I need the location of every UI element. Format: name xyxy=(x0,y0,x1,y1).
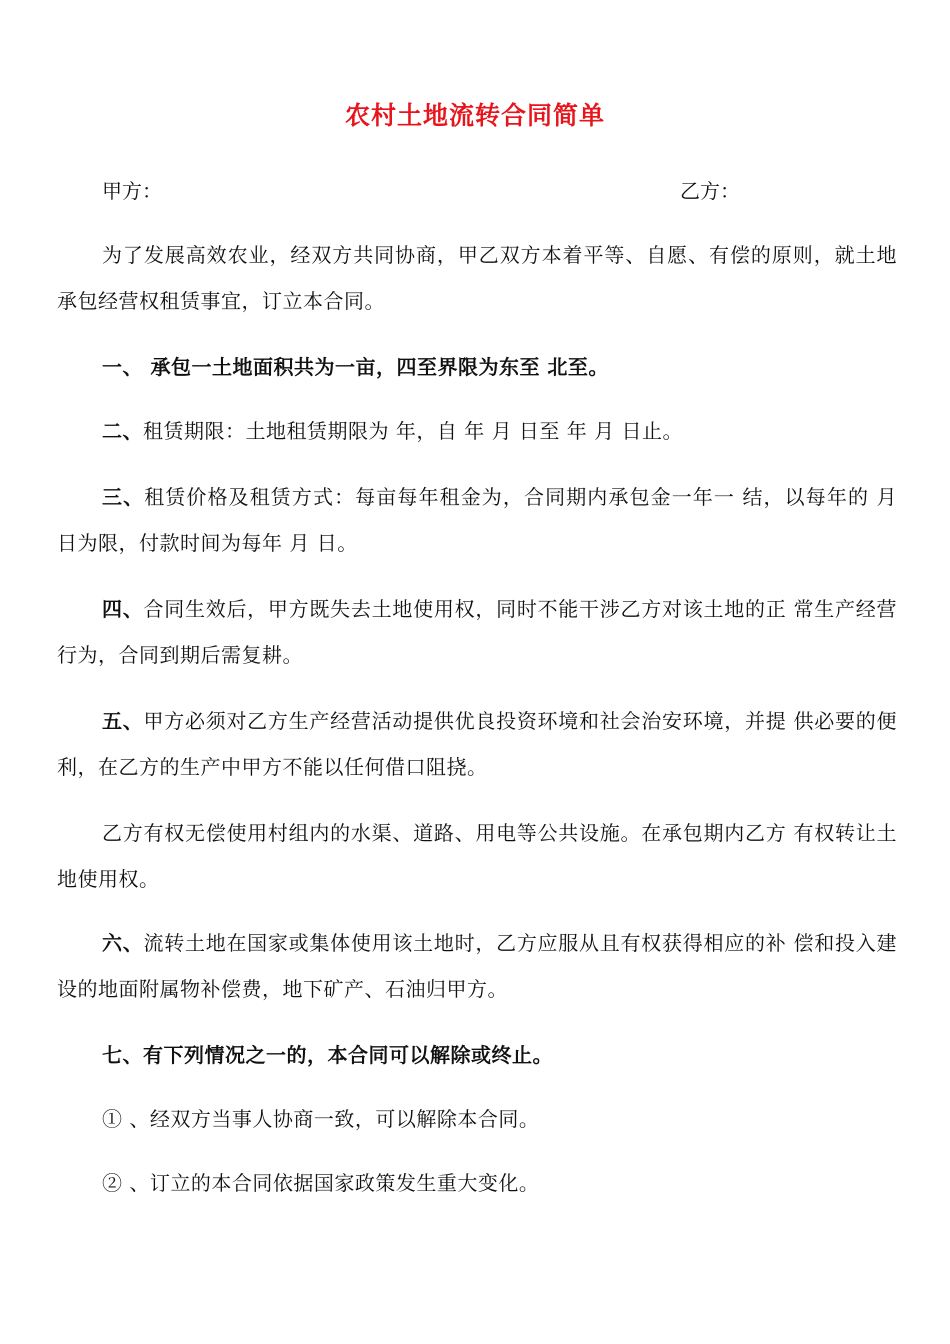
party-b-label: 乙方： xyxy=(680,179,740,203)
clause-4-number: 四、 xyxy=(102,597,144,621)
clause-5 xyxy=(57,698,897,790)
clause-6 xyxy=(57,920,897,1012)
party-a-label: 甲方： xyxy=(102,179,162,203)
clause-1 xyxy=(57,344,897,390)
clause-5-extra: 乙方有权无偿使用村组内的水渠、道路、用电等公共设施。在承包期内乙方 有权转让土地使用权。 xyxy=(57,821,897,891)
clause-4-text: 合同生效后，甲方既失去土地使用权，同时不能干涉乙方对该土地的正 常生产经营行为，合同到期后需复耕。 xyxy=(57,597,898,667)
clause-1-number: 一、 xyxy=(102,355,143,379)
clause-5-number: 五、 xyxy=(102,709,144,733)
clause-6-text: 流转土地在国家或集体使用该土地时，乙方应服从且有权获得相应的补 偿和投入建设的地面附属物补偿费，地下矿产、石油归甲方。 xyxy=(57,931,898,1001)
clause-7-text: 有下列情况之一的，本合同可以解除或终止。 xyxy=(143,1043,553,1067)
intro-paragraph: 为了发展高效农业，经双方共同协商，甲乙双方本着平等、自愿、有偿的原则，就土地承包经营权租赁事宜，订立本合同。 xyxy=(57,243,897,313)
clause-3-number: 三、 xyxy=(102,485,145,509)
clause-3-text: 租赁价格及租赁方式：每亩每年租金为，合同期内承包金一年一 结，以每年的 月 日为限，付款时间为每年 月 日。 xyxy=(57,485,897,555)
clause-3 xyxy=(57,474,897,566)
clause-5-text: 甲方必须对乙方生产经营活动提供优良投资环境和社会治安环境，并提 供必要的便利，在乙方的生产中甲方不能以任何借口阻挠。 xyxy=(57,709,898,779)
list-item-2: ② 、订立的本合同依据国家政策发生重大变化。 xyxy=(102,1171,540,1195)
clause-2 xyxy=(57,408,897,454)
clause-7 xyxy=(57,1032,897,1078)
clause-2-number: 二、 xyxy=(102,419,143,443)
clause-7-number: 七、 xyxy=(102,1043,143,1067)
clause-1-text: 承包一土地面积共为一亩，四至界限为东至 北至。 xyxy=(143,355,609,379)
document-title: 农村土地流转合同简单 xyxy=(344,101,605,130)
list-item-1: ① 、经双方当事人协商一致，可以解除本合同。 xyxy=(102,1107,540,1131)
clause-4 xyxy=(57,586,897,678)
clause-6-number: 六、 xyxy=(102,931,144,955)
clause-2-text: 租赁期限：土地租赁期限为 年，自 年 月 日至 年 月 日止。 xyxy=(143,419,684,443)
